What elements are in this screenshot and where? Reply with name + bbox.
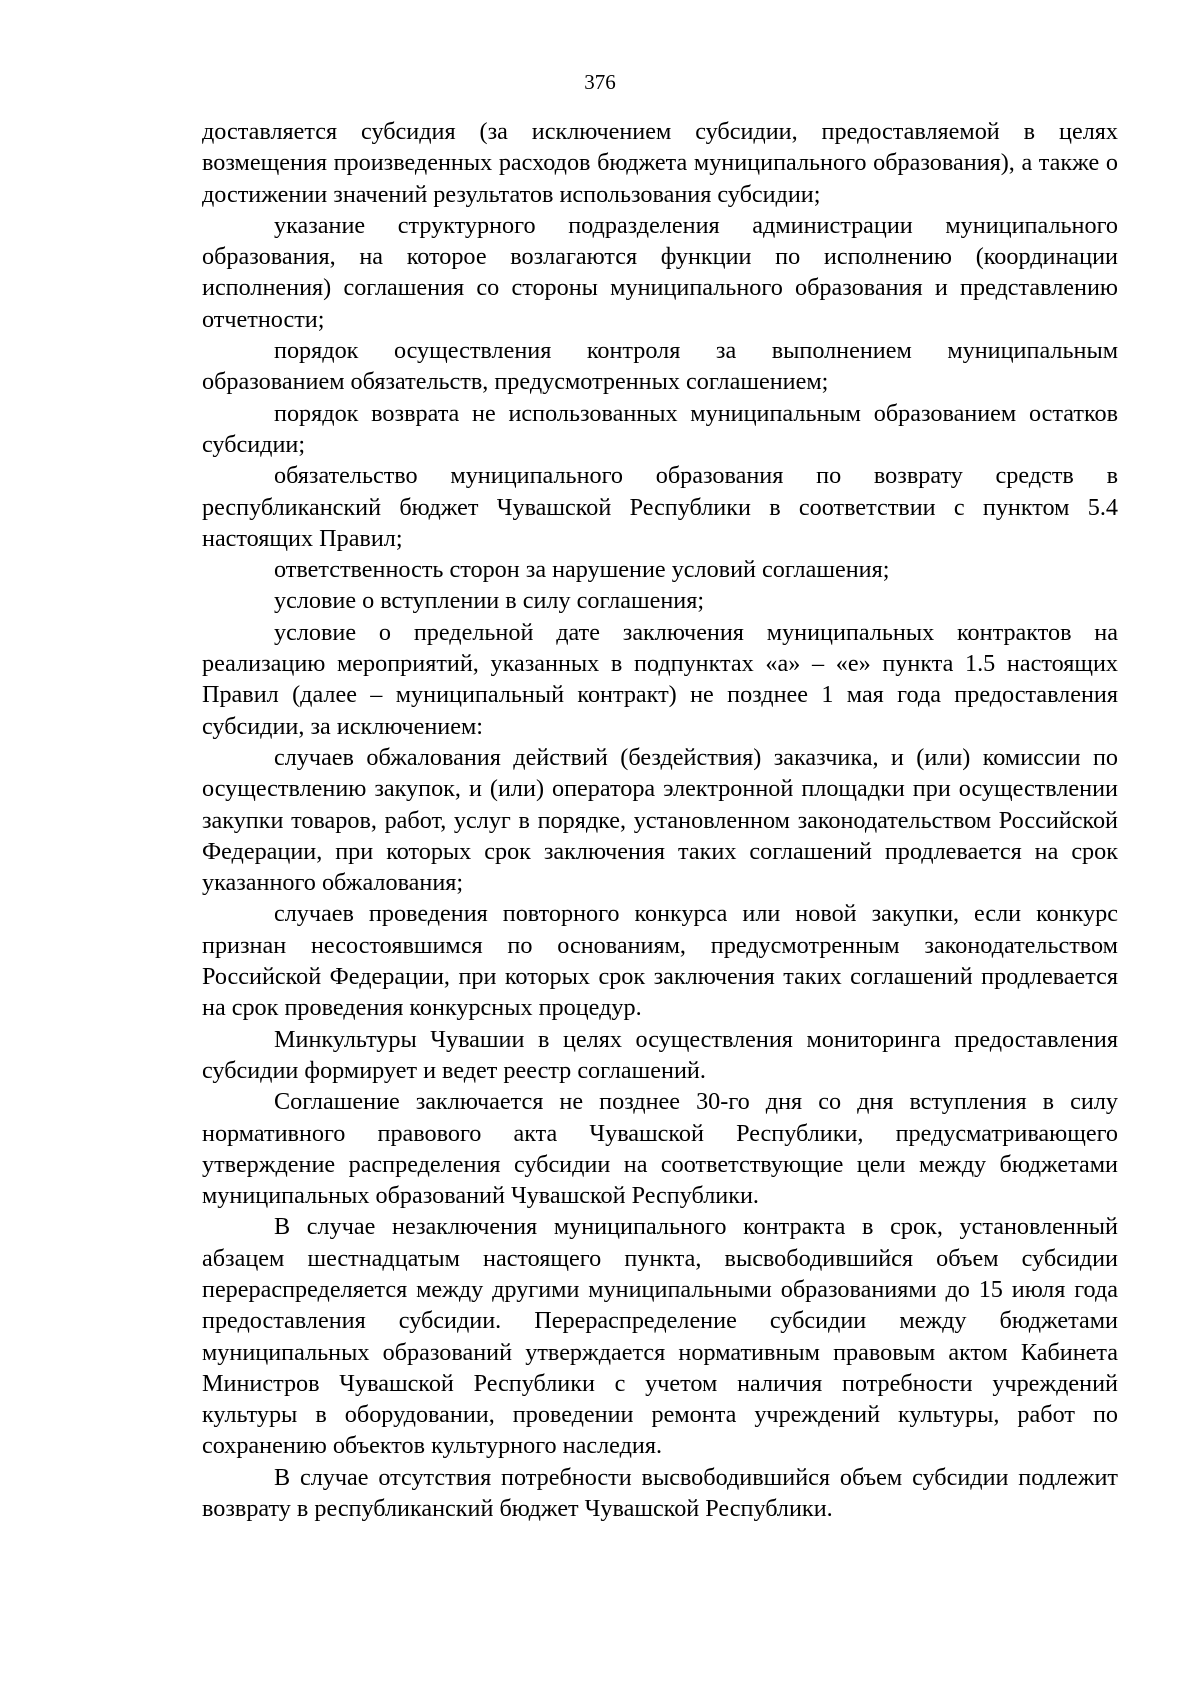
paragraph: В случае отсутствия потребности высвободившийся объем субсидии подлежит возврату в республиканский бюджет Чувашской Республики. (202, 1463, 1118, 1523)
paragraph-continuation: доставляется субсидия (за исключением субсидии, предоставляемой в целях возмещения произведенных расходов бюджета муниципального образования), а также о достижении значений результатов использования субсидии; (202, 118, 1118, 208)
document-body (202, 116, 1118, 1524)
paragraph: порядок осуществления контроля за выполнением муниципальным образованием обязательств, предусмотренных соглашением; (202, 337, 1118, 396)
paragraph: случаев проведения повторного конкурса или новой закупки, если конкурс признан несостоявшимся по основаниям, предусмотренным законодательством Российской Федерации, при которых срок заключения таких соглашений продлевается на срок проведения конкурсных процедур. (202, 900, 1118, 1022)
paragraph: ответственность сторон за нарушение условий соглашения; (274, 556, 890, 584)
paragraph: случаев обжалования действий (бездействия) заказчика, и (или) комиссии по осуществлению закупок, и (или) оператора электронной площадки при осуществлении закупки товаров, работ, услуг в порядке, установленном законодательством Российской Федерации, при которых срок заключения таких соглашений продлевается на срок указанного обжалования; (202, 743, 1118, 897)
paragraph: обязательство муниципального образования по возврату средств в республиканский бюджет Чувашской Республики в соответствии с пунктом 5.4 настоящих Правил; (202, 462, 1118, 552)
paragraph: Минкультуры Чувашии в целях осуществления мониторинга предоставления субсидии формирует и ведет реестр соглашений. (202, 1025, 1118, 1084)
paragraph: Соглашение заключается не позднее 30-го дня со дня вступления в силу нормативного правового акта Чувашской Республики, предусматривающего утверждение распределения субсидии на соответствующие цели между бюджетами муниципальных образований Чувашской Республики. (202, 1088, 1118, 1210)
page-number: 376 (584, 70, 616, 94)
paragraph: порядок возврата не использованных муниципальным образованием остатков субсидии; (202, 399, 1118, 458)
paragraph: указание структурного подразделения администрации муниципального образования, на которое возлагаются функции по исполнению (координации исполнения) соглашения со стороны муниципального образования и представлению отчетности; (202, 211, 1118, 333)
paragraph: В случае незаключения муниципального контракта в срок, установленный абзацем шестнадцатым настоящего пункта, высвободившийся объем субсидии перераспределяется между другими муниципальными образованиями до 15 июля года предоставления субсидии. Перераспределение субсидии между бюджетами муниципальных образований утверждается нормативным правовым актом Кабинета Министров Чувашской Республики с учетом наличия потребности учреждений культуры в оборудовании, проведении ремонта учреждений культуры, работ по сохранению объектов культурного наследия. (202, 1213, 1118, 1460)
paragraph: условие о вступлении в силу соглашения; (274, 587, 705, 615)
paragraph: условие о предельной дате заключения муниципальных контрактов на реализацию мероприятий, указанных в подпунктах «а» – «е» пункта 1.5 настоящих Правил (далее – муниципальный контракт) не позднее 1 мая года предоставления субсидии, за исключением: (202, 618, 1118, 740)
